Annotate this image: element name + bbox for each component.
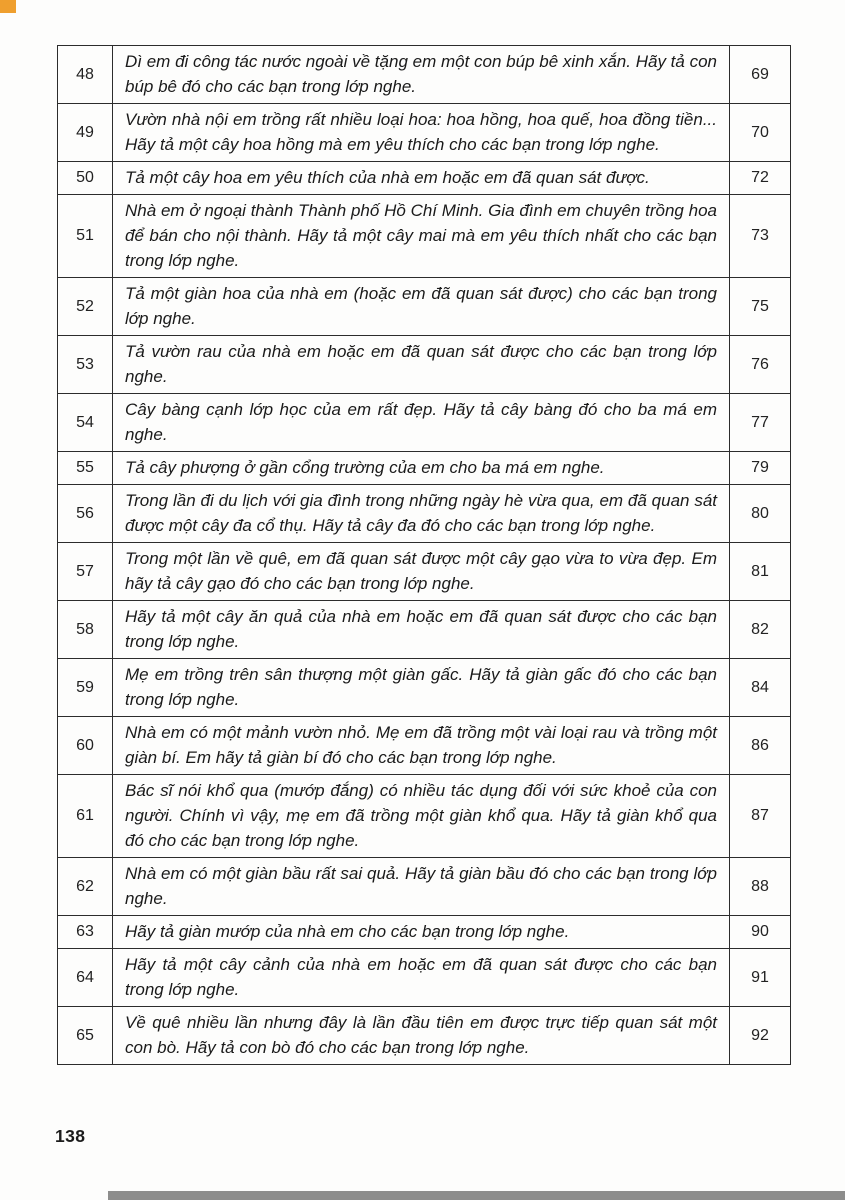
entry-page: 72 [730,162,791,195]
table-row [58,452,791,485]
table-row [58,858,791,916]
entry-number: 48 [58,46,113,104]
table-row [58,543,791,601]
entry-number: 64 [58,949,113,1007]
entry-title: Nhà em có một giàn bầu rất sai quả. Hãy tả giàn bầu đó cho các bạn trong lớp nghe. [113,858,730,916]
entry-number: 58 [58,601,113,659]
entry-page: 86 [730,717,791,775]
corner-accent [0,0,16,13]
entry-page: 73 [730,195,791,278]
entry-page: 90 [730,916,791,949]
table-row [58,485,791,543]
entry-number: 55 [58,452,113,485]
contents-table-body [58,46,791,1065]
entry-title: Trong lần đi du lịch với gia đình trong những ngày hè vừa qua, em đã quan sát được một cây đa cổ thụ. Hãy tả cây đa đó cho các bạn trong lớp nghe. [113,485,730,543]
entry-number: 51 [58,195,113,278]
entry-page: 82 [730,601,791,659]
entry-title: Bác sĩ nói khổ qua (mướp đắng) có nhiều tác dụng đối với sức khoẻ của con người. Chính vì vậy, mẹ em đã trồng một giàn khổ qua. Hãy tả giàn khổ qua đó cho các bạn trong lớp nghe. [113,775,730,858]
entry-title: Tả cây phượng ở gần cổng trường của em cho ba má em nghe. [113,452,730,485]
table-row [58,336,791,394]
entry-page: 87 [730,775,791,858]
entry-number: 52 [58,278,113,336]
table-row [58,46,791,104]
table-row [58,601,791,659]
entry-title: Về quê nhiều lần nhưng đây là lần đầu tiên em được trực tiếp quan sát một con bò. Hãy tả con bò đó cho các bạn trong lớp nghe. [113,1007,730,1065]
entry-title: Hãy tả một cây ăn quả của nhà em hoặc em đã quan sát được cho các bạn trong lớp nghe. [113,601,730,659]
entry-number: 59 [58,659,113,717]
contents-table [57,45,791,1065]
entry-page: 77 [730,394,791,452]
entry-number: 61 [58,775,113,858]
entry-title: Nhà em có một mảnh vườn nhỏ. Mẹ em đã trồng một vài loại rau và trồng một giàn bí. Em hãy tả giàn bí đó cho các bạn trong lớp nghe. [113,717,730,775]
entry-title: Mẹ em trồng trên sân thượng một giàn gấc. Hãy tả giàn gấc đó cho các bạn trong lớp nghe. [113,659,730,717]
entry-number: 50 [58,162,113,195]
entry-number: 53 [58,336,113,394]
table-row [58,278,791,336]
table-row [58,717,791,775]
entry-page: 84 [730,659,791,717]
entry-title: Dì em đi công tác nước ngoài về tặng em một con búp bê xinh xắn. Hãy tả con búp bê đó cho các bạn trong lớp nghe. [113,46,730,104]
entry-number: 56 [58,485,113,543]
entry-page: 81 [730,543,791,601]
entry-title: Cây bàng cạnh lớp học của em rất đẹp. Hãy tả cây bàng đó cho ba má em nghe. [113,394,730,452]
entry-page: 76 [730,336,791,394]
entry-number: 49 [58,104,113,162]
entry-title: Tả một cây hoa em yêu thích của nhà em hoặc em đã quan sát được. [113,162,730,195]
table-row [58,195,791,278]
table-row [58,1007,791,1065]
entry-title: Vườn nhà nội em trồng rất nhiều loại hoa: hoa hồng, hoa quế, hoa đồng tiền... Hãy tả một cây hoa hồng mà em yêu thích cho các bạn trong lớp nghe. [113,104,730,162]
entry-page: 92 [730,1007,791,1065]
bottom-edge-shadow [108,1191,845,1200]
entry-number: 62 [58,858,113,916]
entry-number: 57 [58,543,113,601]
entry-title: Nhà em ở ngoại thành Thành phố Hồ Chí Minh. Gia đình em chuyên trồng hoa để bán cho nội thành. Hãy tả một cây mai mà em yêu thích nhất cho các bạn trong lớp nghe. [113,195,730,278]
table-row [58,659,791,717]
entry-title: Trong một lần về quê, em đã quan sát được một cây gạo vừa to vừa đẹp. Em hãy tả cây gạo đó cho các bạn trong lớp nghe. [113,543,730,601]
entry-title: Hãy tả một cây cảnh của nhà em hoặc em đã quan sát được cho các bạn trong lớp nghe. [113,949,730,1007]
entry-number: 63 [58,916,113,949]
table-row [58,394,791,452]
entry-number: 65 [58,1007,113,1065]
entry-number: 60 [58,717,113,775]
table-row [58,949,791,1007]
table-row [58,775,791,858]
entry-page: 91 [730,949,791,1007]
table-row [58,104,791,162]
entry-title: Tả vườn rau của nhà em hoặc em đã quan sát được cho các bạn trong lớp nghe. [113,336,730,394]
entry-title: Hãy tả giàn mướp của nhà em cho các bạn trong lớp nghe. [113,916,730,949]
entry-page: 80 [730,485,791,543]
entry-page: 69 [730,46,791,104]
entry-title: Tả một giàn hoa của nhà em (hoặc em đã quan sát được) cho các bạn trong lớp nghe. [113,278,730,336]
entry-page: 70 [730,104,791,162]
table-row [58,916,791,949]
entry-page: 75 [730,278,791,336]
entry-page: 79 [730,452,791,485]
page-number: 138 [55,1126,86,1146]
table-row [58,162,791,195]
entry-page: 88 [730,858,791,916]
entry-number: 54 [58,394,113,452]
